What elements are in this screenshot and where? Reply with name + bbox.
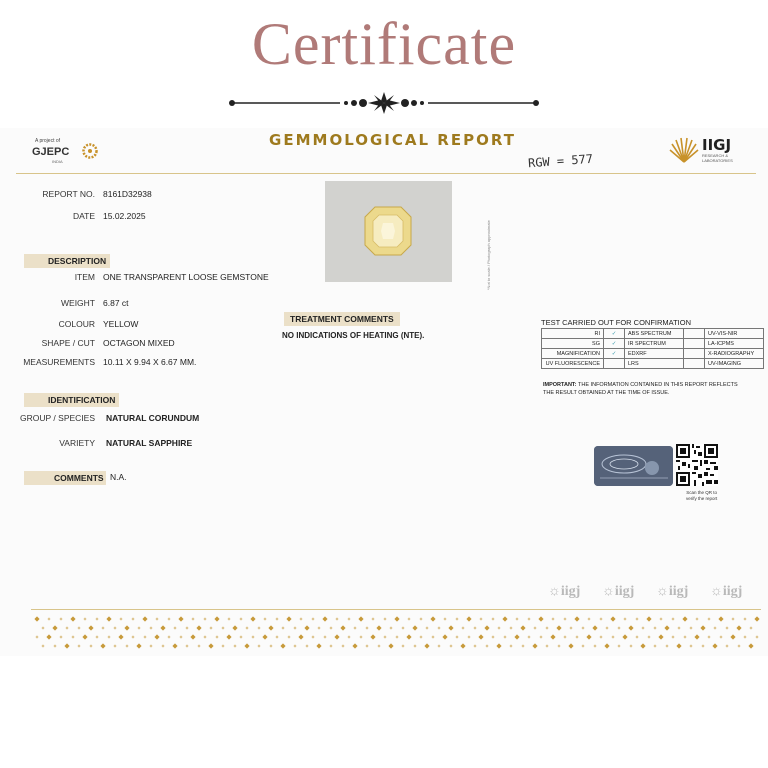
item-label: ITEM (74, 272, 95, 282)
variety-value: NATURAL SAPPHIRE (106, 438, 193, 448)
treatment-value: NO INDICATIONS OF HEATING (NTE). (282, 331, 425, 340)
important-notice (543, 381, 743, 397)
checkbox-cell (684, 339, 705, 349)
measurements-label: MEASUREMENTS (23, 357, 95, 367)
test-label: UV FLUORESCENCE (542, 359, 604, 369)
species-value: NATURAL CORUNDUM (106, 413, 200, 423)
table-row (542, 359, 764, 369)
check-icon: ✓ (604, 339, 625, 349)
qr-code-icon[interactable] (676, 444, 718, 486)
watermark-logo: ☼iigj (548, 584, 581, 599)
checkbox-cell (684, 349, 705, 359)
test-label: SG (542, 339, 604, 349)
photo-caption: *Not to scale / Photograph approximate (486, 220, 491, 290)
item-value: ONE TRANSPARENT LOOSE GEMSTONE (103, 272, 269, 282)
colour-value: YELLOW (103, 319, 139, 329)
date-label: DATE (72, 211, 95, 221)
shape-value: OCTAGON MIXED (103, 338, 175, 348)
test-name: IR SPECTRUM (625, 339, 684, 349)
test-name: ABS SPECTRUM (625, 329, 684, 339)
identification-heading: IDENTIFICATION (24, 393, 119, 407)
issuer-sub: INDIA (52, 159, 63, 164)
header-rule (16, 173, 756, 174)
iigj-sunburst-icon (668, 134, 700, 166)
important-prefix: IMPORTANT: (543, 382, 577, 388)
table-row (542, 349, 764, 359)
test-name: EDXRF (625, 349, 684, 359)
banner-title: Certificate (251, 11, 517, 77)
date-value: 15.02.2025 (103, 211, 146, 221)
checkbox-cell (684, 329, 705, 339)
test-label: MAGNIFICATION (542, 349, 604, 359)
treatment-heading: TREATMENT COMMENTS (284, 312, 400, 326)
lab-name: IIGJ (702, 136, 732, 154)
watermark-logo: ☼iigj (602, 584, 635, 599)
diamond-pattern-icon (31, 614, 761, 652)
tests-table (541, 328, 764, 369)
test-name: UV-VIS-NIR (705, 329, 764, 339)
table-row (542, 329, 764, 339)
tests-title: TEST CARRIED OUT FOR CONFIRMATION (541, 318, 692, 327)
test-name: X-RADIOGRAPHY (705, 349, 764, 359)
check-icon (604, 359, 625, 369)
issuer-small-text: A project of (35, 138, 61, 144)
comments-value: N.A. (110, 472, 127, 482)
measurements-value: 10.11 X 9.94 X 6.67 MM. (103, 357, 197, 367)
description-heading: DESCRIPTION (24, 254, 110, 268)
gemstone-icon (325, 181, 452, 282)
species-label: GROUP / SPECIES (20, 413, 95, 423)
handwritten-note: RGW = 577 (527, 151, 594, 171)
variety-label: VARIETY (59, 438, 95, 448)
test-label: RI (542, 329, 604, 339)
test-name: UV-IMAGING (705, 359, 764, 369)
check-icon: ✓ (604, 349, 625, 359)
hologram-icon (594, 446, 673, 486)
report-title: GEMMOLOGICAL REPORT (269, 131, 516, 149)
footer-rule (31, 609, 761, 610)
iigj-logo (668, 130, 756, 172)
watermark-logo: ☼iigj (710, 584, 743, 599)
lab-sub: RESEARCH & LABORATORIES (702, 153, 733, 163)
shape-label: SHAPE / CUT (41, 338, 95, 348)
colour-label: COLOUR (58, 319, 95, 329)
qr-caption-line: verify the report (686, 496, 718, 501)
weight-value: 6.87 ct (103, 298, 129, 308)
table-row (542, 339, 764, 349)
qr-caption-line: Scan the QR to (686, 490, 718, 495)
test-name: LRS (625, 359, 684, 369)
check-icon: ✓ (604, 329, 625, 339)
weight-label: WEIGHT (61, 298, 95, 308)
issuer-name: GJEPC (32, 146, 70, 158)
test-name: LA-ICPMS (705, 339, 764, 349)
report-no-label: REPORT NO. (42, 189, 95, 199)
important-text: THE INFORMATION CONTAINED IN THIS REPORT REFLECTS THE RESULT OBTAINED AT THE TIME OF ISSUE. (543, 382, 738, 396)
watermark-logo: ☼iigj (656, 584, 689, 599)
comments-heading: COMMENTS (24, 471, 106, 485)
report-no-value: 8161D32938 (103, 189, 152, 199)
gemstone-photo (325, 181, 452, 282)
qr-caption (686, 490, 717, 502)
ornament-divider-icon (228, 90, 540, 116)
checkbox-cell (684, 359, 705, 369)
